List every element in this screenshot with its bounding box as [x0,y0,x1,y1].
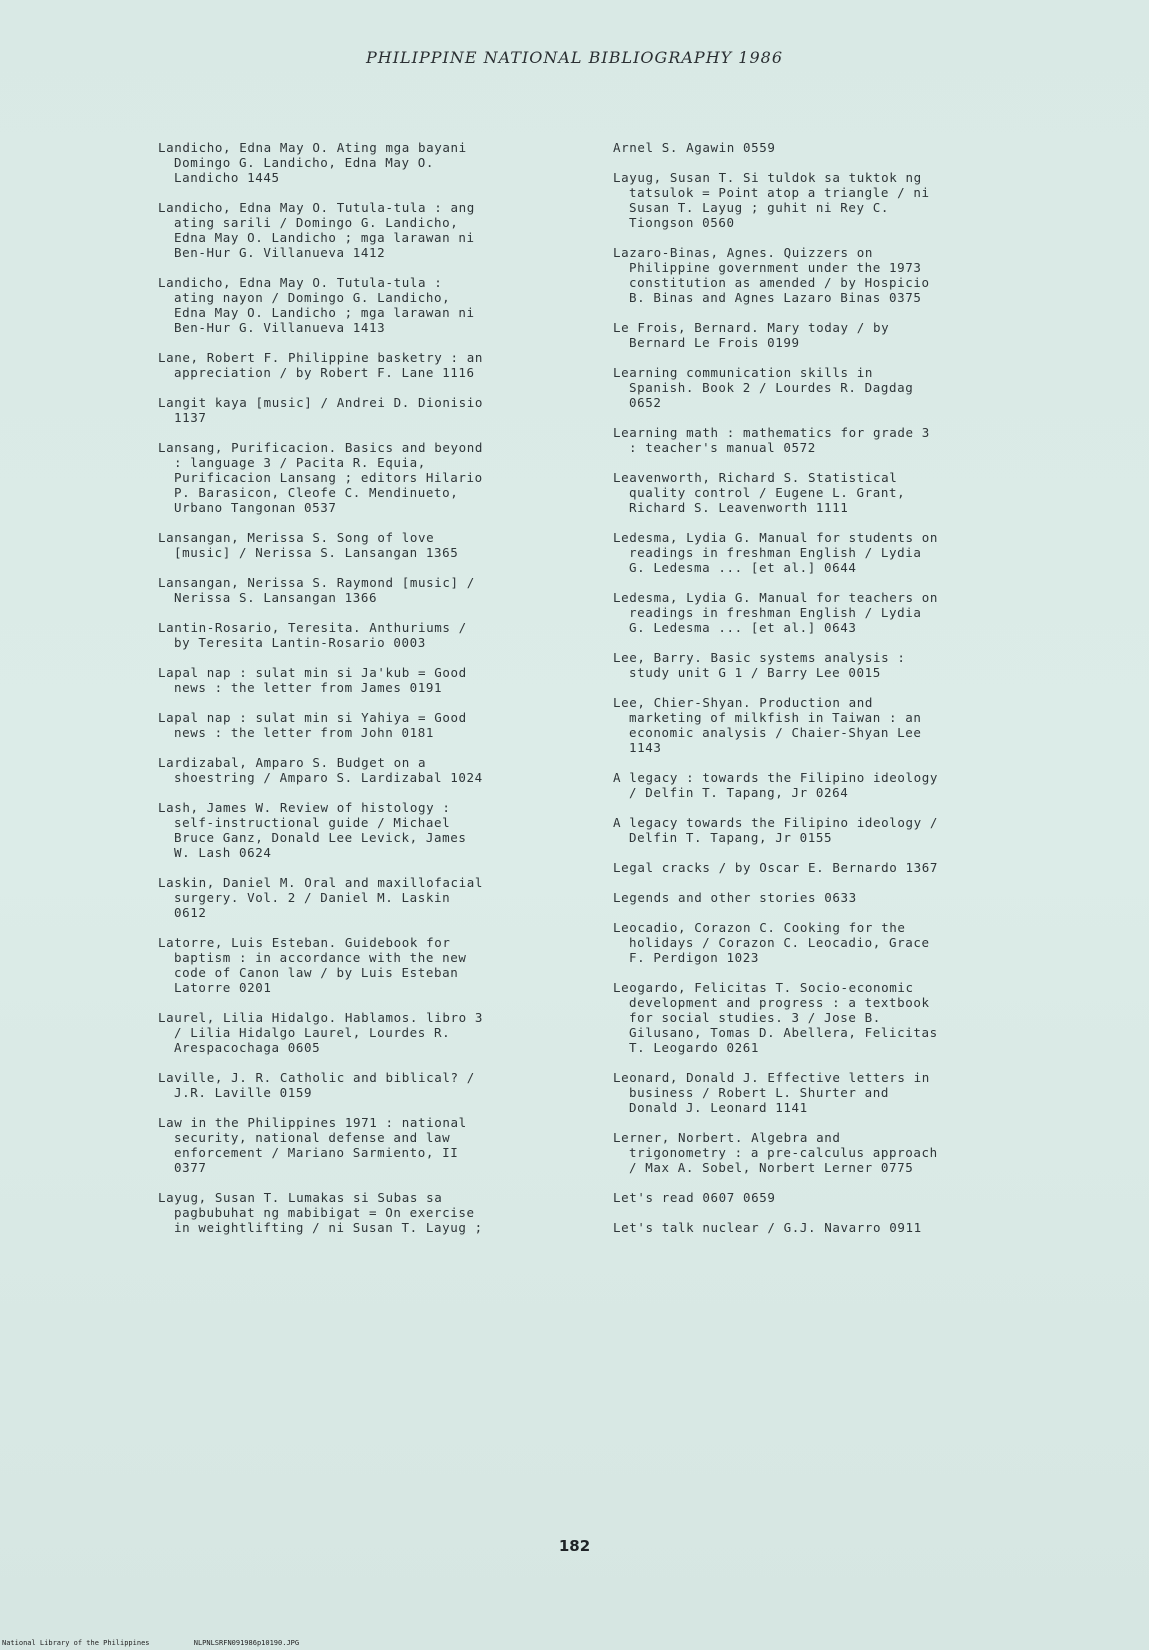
bibliography-entry: Lardizabal, Amparo S. Budget on a shoestring / Amparo S. Lardizabal 1024 [158,755,483,785]
bibliography-entry: Learning communication skills in Spanish. Book 2 / Lourdes R. Dagdag 0652 [613,365,914,410]
page-number: 182 [558,1537,591,1555]
bibliography-entry: Leogardo, Felicitas T. Socio-economic development and progress : a textbook for social studies. 3 / Jose B. Gilusano, Tomas D. Abellera, Felicitas T. Leogardo 0261 [613,980,938,1055]
bibliography-entry: Law in the Philippines 1971 : national security, national defense and law enforcement / Mariano Sarmiento, II 0377 [158,1115,467,1175]
right-column [613,140,1083,1250]
bibliography-entry: Arnel S. Agawin 0559 [613,140,776,155]
bibliography-entry: Lee, Barry. Basic systems analysis : study unit G 1 / Barry Lee 0015 [613,650,906,680]
bibliography-entry: Legends and other stories 0633 [613,890,857,905]
bibliography-entry: Layug, Susan T. Si tuldok sa tuktok ng tatsulok = Point atop a triangle / ni Susan T. Layug ; guhit ni Rey C. Tiongson 0560 [613,170,930,230]
bibliography-entry: Lee, Chier-Shyan. Production and marketing of milkfish in Taiwan : an economic analysis / Chaier-Shyan Lee 1143 [613,695,922,755]
bibliography-entry: Ledesma, Lydia G. Manual for students on readings in freshman English / Lydia G. Ledesma ... [et al.] 0644 [613,530,939,575]
left-column [158,140,628,1250]
bibliography-entry: Leavenworth, Richard S. Statistical quality control / Eugene L. Grant, Richard S. Leavenworth 1111 [613,470,906,515]
bibliography-entry: Leocadio, Corazon C. Cooking for the holidays / Corazon C. Leocadio, Grace F. Perdigon 1023 [613,920,930,965]
bibliography-entry: Lansangan, Merissa S. Song of love [music] / Nerissa S. Lansangan 1365 [158,530,459,560]
bibliography-entry: Laskin, Daniel M. Oral and maxillofacial surgery. Vol. 2 / Daniel M. Laskin 0612 [158,875,484,920]
footer-file: NLPNLSRFN091986p10190.JPG [193,1639,300,1647]
bibliography-entry: Laville, J. R. Catholic and biblical? / J.R. Laville 0159 [158,1070,475,1100]
page-title: PHILIPPINE NATIONAL BIBLIOGRAPHY 1986 [365,48,784,67]
bibliography-entry: Lapal nap : sulat min si Ja'kub = Good news : the letter from James 0191 [158,665,467,695]
bibliography-entry: Le Frois, Bernard. Mary today / by Bernard Le Frois 0199 [613,320,890,350]
bibliography-entry: Let's read 0607 0659 [613,1190,776,1205]
bibliography-entry: Lansangan, Nerissa S. Raymond [music] / Nerissa S. Lansangan 1366 [158,575,475,605]
bibliography-entry: Ledesma, Lydia G. Manual for teachers on readings in freshman English / Lydia G. Ledesma ... [et al.] 0643 [613,590,939,635]
bibliography-entry: Let's talk nuclear / G.J. Navarro 0911 [613,1220,922,1235]
bibliography-entry: Landicho, Edna May O. Ating mga bayani Domingo G. Landicho, Edna May O. Landicho 1445 [158,140,467,185]
bibliography-entry: Lerner, Norbert. Algebra and trigonometry : a pre-calculus approach / Max A. Sobel, Norbert Lerner 0775 [613,1130,938,1175]
bibliography-entry: Lantin-Rosario, Teresita. Anthuriums / by Teresita Lantin-Rosario 0003 [158,620,467,650]
bibliography-entry: Landicho, Edna May O. Tutula-tula : ang ating sarili / Domingo G. Landicho, Edna May O. Landicho ; mga larawan ni Ben-Hur G. Villanueva 1412 [158,200,475,260]
bibliography-entry: Lane, Robert F. Philippine basketry : an appreciation / by Robert F. Lane 1116 [158,350,484,380]
bibliography-entry: Lapal nap : sulat min si Yahiya = Good news : the letter from John 0181 [158,710,467,740]
bibliography-entry: Leonard, Donald J. Effective letters in business / Robert L. Shurter and Donald J. Leonard 1141 [613,1070,930,1115]
bibliography-entry: Layug, Susan T. Lumakas si Subas sa pagbubuhat ng mabibigat = On exercise in weightlifting / ni Susan T. Layug ; [158,1190,483,1235]
bibliography-entry: Legal cracks / by Oscar E. Bernardo 1367 [613,860,939,875]
bibliography-entry: Landicho, Edna May O. Tutula-tula : ating nayon / Domingo G. Landicho, Edna May O. Landicho ; mga larawan ni Ben-Hur G. Villanueva 1413 [158,275,475,335]
bibliography-entry: Laurel, Lilia Hidalgo. Hablamos. libro 3 / Lilia Hidalgo Laurel, Lourdes R. Arespacochaga 0605 [158,1010,484,1055]
bibliography-entry: Lansang, Purificacion. Basics and beyond : language 3 / Pacita R. Equia, Purificacion Lansang ; editors Hilario P. Barasicon, Cleofe C. Mendinueto, Urbano Tangonan 0537 [158,440,484,515]
bibliography-entry: A legacy : towards the Filipino ideology / Delfin T. Tapang, Jr 0264 [613,770,939,800]
footer-source: National Library of the Philippines [2,1639,150,1647]
bibliography-entry: Lazaro-Binas, Agnes. Quizzers on Philippine government under the 1973 constitution as amended / by Hospicio B. Binas and Agnes Lazaro Binas 0375 [613,245,930,305]
bibliography-entry: Learning math : mathematics for grade 3 : teacher's manual 0572 [613,425,930,455]
bibliography-entry: Langit kaya [music] / Andrei D. Dionisio 1137 [158,395,484,425]
bibliography-entry: A legacy towards the Filipino ideology / Delfin T. Tapang, Jr 0155 [613,815,939,845]
bibliography-entry: Lash, James W. Review of histology : self-instructional guide / Michael Bruce Ganz, Donald Lee Levick, James W. Lash 0624 [158,800,467,860]
bibliography-entry: Latorre, Luis Esteban. Guidebook for baptism : in accordance with the new code of Canon law / by Luis Esteban Latorre 0201 [158,935,467,995]
footer [2,1639,339,1647]
